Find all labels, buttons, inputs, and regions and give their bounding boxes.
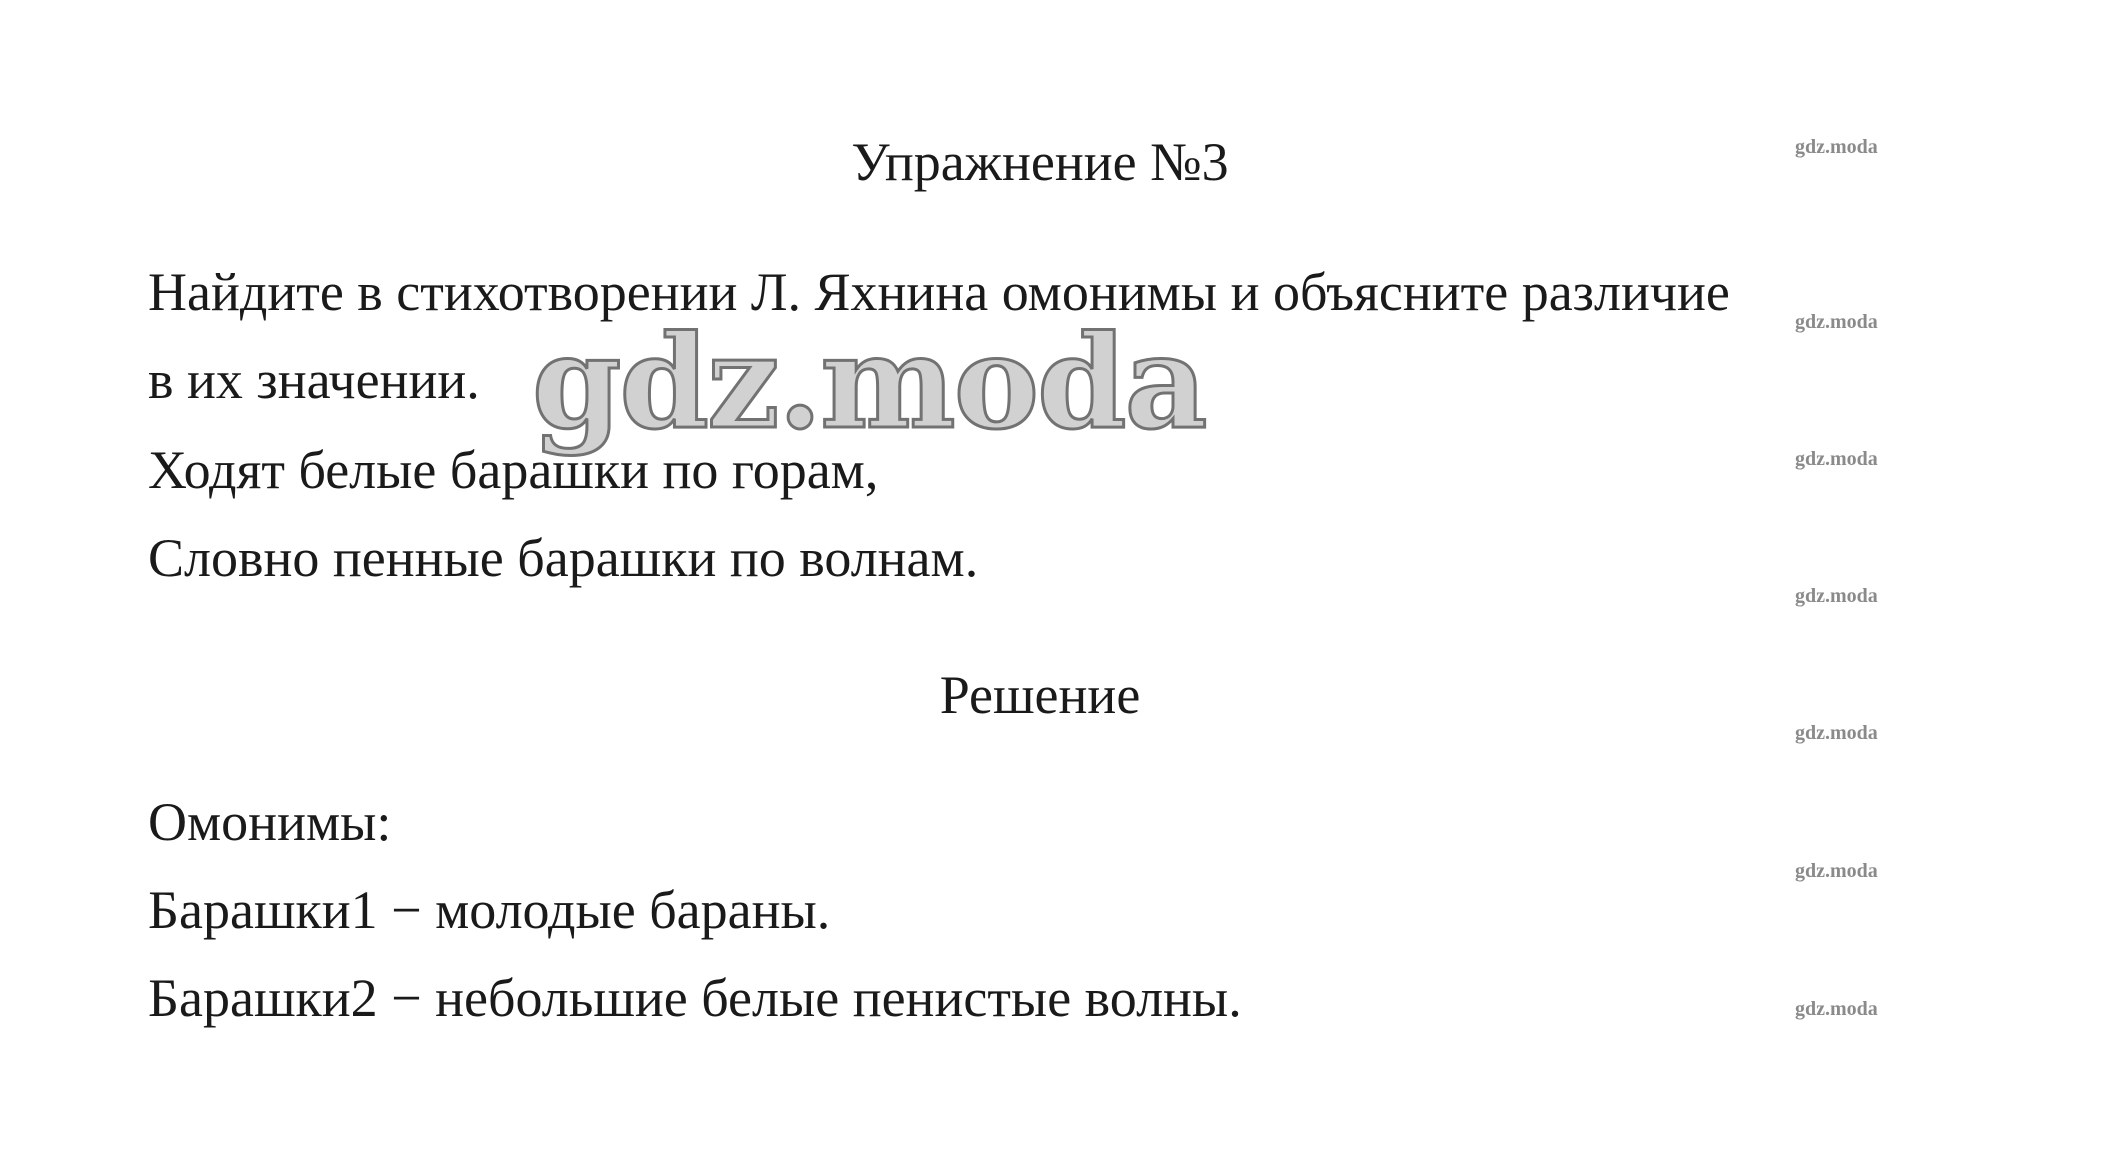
watermark-small: gdz.moda <box>1795 136 1878 158</box>
watermark-small: gdz.moda <box>1795 448 1878 470</box>
task-text-line-1: Найдите в стихотворении Л. Яхнина омонимы и объясните различие <box>148 262 1730 322</box>
solution-line-3: Барашки2 − небольшие белые пенистые волны. <box>148 968 1242 1028</box>
solution-heading: Решение <box>939 665 1141 725</box>
exercise-title: Упражнение №3 <box>851 132 1229 192</box>
watermark-small: gdz.moda <box>1795 860 1878 882</box>
poem-line-2: Словно пенные барашки по волнам. <box>148 528 979 588</box>
poem-line-1: Ходят белые барашки по горам, <box>148 440 879 500</box>
watermark-small: gdz.moda <box>1795 585 1878 607</box>
watermark-small: gdz.moda <box>1795 311 1878 333</box>
solution-line-1: Омонимы: <box>148 792 392 852</box>
watermark-small: gdz.moda <box>1795 998 1878 1020</box>
solution-line-2: Барашки1 − молодые бараны. <box>148 880 831 940</box>
watermark-large: gdz.moda <box>532 308 1206 458</box>
watermark-small: gdz.moda <box>1795 722 1878 744</box>
task-text-line-2: в их значении. <box>148 350 480 410</box>
